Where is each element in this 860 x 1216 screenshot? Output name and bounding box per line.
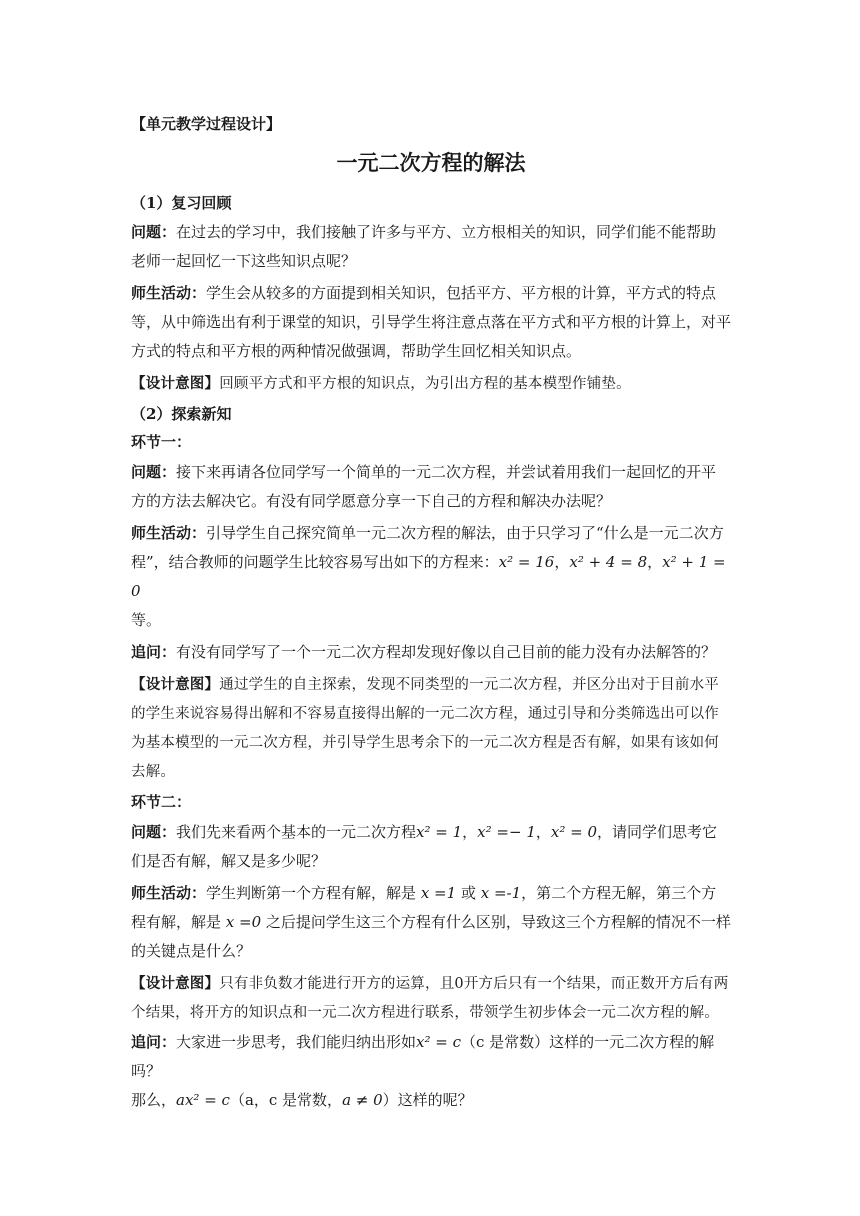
paragraph-text: 那么， (131, 1091, 177, 1109)
subsection-heading-link-2: 环节二： (131, 793, 192, 811)
paragraph-text: ，请同学们思考它们是否有解，解又是多少呢？ (131, 823, 718, 870)
separator: ， (647, 553, 663, 571)
equation: x² = 16 (498, 553, 555, 571)
paragraph-question-1 (131, 218, 731, 276)
paragraph-followup-2 (131, 1028, 731, 1115)
paragraph-text: 通过学生的自主探索，发现不同类型的一元二次方程，并区分出对于目前水平的学生来说容易得出解和不容易直接得出解的一元二次方程，通过引导和分类筛选出可以作为基本模型的一元二次方程，并引导学生思考余下的一元二次方程是否有解，如果有该如何去解。 (131, 677, 719, 780)
document-body (131, 112, 731, 1115)
paragraph-label: 师生活动： (131, 884, 207, 902)
paragraph-design-intent-3 (131, 969, 731, 1028)
paragraph-text: 大家进一步思考，我们能归纳出形如 (176, 1033, 417, 1051)
subsection-heading-link-1: 环节一： (131, 433, 192, 451)
section-header-tag: 【单元教学过程设计】 (131, 115, 282, 133)
equation: a ≠ 0 (342, 1091, 383, 1109)
equation: x² + 1 = 0 (131, 553, 726, 600)
equation: x² = 0 (550, 823, 598, 841)
paragraph-text: （a，c 是常数， (229, 1091, 343, 1109)
paragraph-activity-3 (131, 879, 731, 966)
equation: x² = c (416, 1033, 462, 1051)
equation: x² =− 1 (477, 823, 536, 841)
paragraph-label: 师生活动： (131, 284, 207, 302)
paragraph-text: 之后提问学生这三个方程有什么区别，导致这三个方程解的情况不一样的关键点是什么？ (131, 913, 731, 960)
paragraph-question-3 (131, 818, 731, 876)
paragraph-activity-2 (131, 519, 731, 635)
paragraph-question-2 (131, 458, 731, 516)
paragraph-text: 或 (460, 884, 476, 902)
paragraph-text: （c 是常数）这样的一元二次方程的解吗？ (131, 1033, 715, 1080)
paragraph-label: 追问： (131, 643, 177, 661)
paragraph-label: 师生活动： (131, 524, 207, 542)
paragraph-text: 在过去的学习中，我们接触了许多与平方、立方根相关的知识，同学们能不能帮助老师一起回忆一下这些知识点呢？ (131, 223, 717, 270)
paragraph-label: 问题： (131, 463, 177, 481)
paragraph-activity-1 (131, 279, 731, 366)
paragraph-text: 我们先来看两个基本的一元二次方程 (176, 823, 417, 841)
paragraph-text: 接下来再请各位同学写一个简单的一元二次方程，并尝试着用我们一起回忆的开平方的方法去解决它。有没有同学愿意分享一下自己的方程和解决办法呢？ (131, 463, 717, 510)
page-title: 一元二次方程的解法 (336, 151, 526, 175)
equation: x² + 4 = 8 (569, 553, 648, 571)
paragraph-text: 等。 (131, 611, 162, 629)
paragraph-label: 追问： (131, 1033, 177, 1051)
paragraph-text: ，第二个方程无解，第三个方程有解，解是 (131, 884, 717, 931)
paragraph-text: 有没有同学写了一个一元二次方程却发现好像以自己目前的能力没有办法解答的？ (176, 643, 717, 661)
equation: x =-1 (480, 884, 522, 902)
paragraph-label: 问题： (131, 823, 177, 841)
paragraph-text: 学生判断第一个方程有解，解是 (206, 884, 417, 902)
equation: ax² = c (176, 1091, 230, 1109)
paragraph-followup-1 (131, 638, 731, 667)
paragraph-label: 【设计意图】 (131, 375, 220, 392)
section-heading-explore: （2）探索新知 (131, 405, 232, 423)
paragraph-design-intent-2 (131, 670, 731, 787)
paragraph-text: 只有非负数才能进行开方的运算，且0开方后只有一个结果，而正数开方后有两个结果，将开方的知识点和一元二次方程进行联系，带领学生初步体会一元二次方程的解。 (131, 976, 729, 1021)
paragraph-design-intent-1 (131, 369, 731, 399)
paragraph-text: 引导学生自己探究简单一元二次方程的解法，由于只学习了“什么是一元二次方程”，结合教师的问题学生比较容易写出如下的方程来： (131, 524, 724, 571)
paragraph-text: ）这样的呢？ (382, 1091, 473, 1109)
section-heading-review: （1）复习回顾 (131, 194, 232, 212)
equation: x =1 (420, 884, 457, 902)
equation: x =0 (225, 913, 262, 931)
paragraph-text: 学生会从较多的方面提到相关知识，包括平方、平方根的计算，平方式的特点等，从中筛选出有利于课堂的知识，引导学生将注意点落在平方式和平方根的计算上，对平方式的特点和平方根的两种情况做强调，帮助学生回忆相关知识点。 (131, 284, 732, 360)
paragraph-text: 回顾平方式和平方根的知识点，为引出方程的基本模型作铺垫。 (219, 376, 631, 392)
equation: x² = 1 (416, 823, 463, 841)
separator: ， (535, 823, 551, 841)
paragraph-label: 问题： (131, 223, 177, 241)
paragraph-label: 【设计意图】 (131, 676, 220, 693)
separator: ， (554, 553, 570, 571)
separator: ， (462, 823, 478, 841)
paragraph-label: 【设计意图】 (131, 975, 220, 992)
